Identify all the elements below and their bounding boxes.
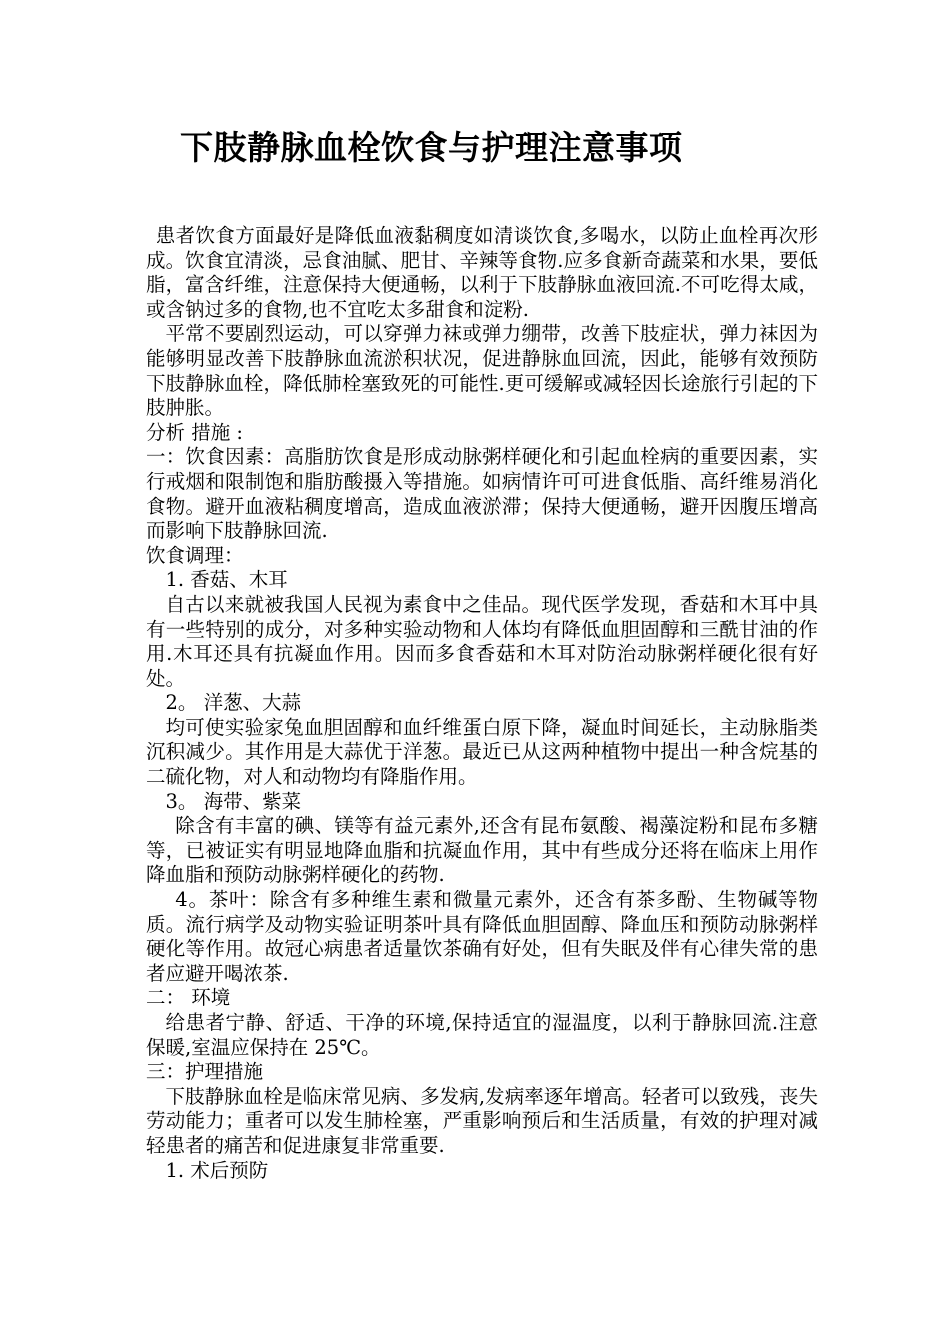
heading-nursing: 三：护理措施 — [146, 1060, 264, 1084]
heading-analysis: 分析 措施 : — [146, 420, 243, 444]
document-body — [146, 224, 818, 1183]
item-heading-onion: 2。 洋葱、大蒜 — [165, 691, 302, 715]
paragraph-diet-factors: 一：饮食因素：高脂肪饮食是形成动脉粥样硬化和引起血栓病的重要因素，实行戒烟和限制饱和脂肪酸摄入等措施。如病情许可可进食低脂、高纤维易消化食物。避开血液粘稠度增高，造成血液淤滞；保持大便通畅，避开因腹压增高而影响下肢静脉回流. — [146, 445, 818, 543]
paragraph-nursing: 下肢静脉血栓是临床常见病、多发病,发病率逐年增高。轻者可以致残，丧失劳动能力；重者可以发生肺栓塞，严重影响预后和生活质量，有效的护理对减轻患者的痛苦和促进康复非常重要. — [146, 1084, 818, 1157]
heading-diet-conditioning: 饮食调理： — [146, 543, 244, 567]
item-heading-mushroom: 1. 香菇、木耳 — [165, 568, 288, 592]
paragraph-seaweed: 除含有丰富的碘、镁等有益元素外,还含有昆布氨酸、褐藻淀粉和昆布多糖等，已被证实有明显地降血脂和抗凝血作用，其中有些成分还将在临床上用作降血脂和预防动脉粥样硬化的药物. — [146, 814, 818, 887]
paragraph-tea: 4。茶叶：除含有多种维生素和微量元素外，还含有茶多酚、生物碱等物质。流行病学及动物实验证明茶叶具有降低血胆固醇、降血压和预防动脉粥样硬化等作用。故冠心病患者适量饮茶确有好处，但有失眠及伴有心律失常的患者应避开喝浓茶. — [146, 888, 818, 985]
heading-environment: 二： 环境 — [146, 986, 231, 1010]
paragraph-environment: 给患者宁静、舒适、干净的环境,保持适宜的湿温度，以利于静脉回流.注意保暖,室温应保持在 25℃。 — [146, 1011, 818, 1059]
item-heading-seaweed: 3。 海带、紫菜 — [165, 789, 302, 813]
paragraph-onion: 均可使实验家兔血胆固醇和血纤维蛋白原下降，凝血时间延长，主动脉脂类沉积减少。其作用是大蒜优于洋葱。最近已从这两种植物中提出一种含烷基的二硫化物，对人和动物均有降脂作用。 — [146, 715, 818, 789]
paragraph-mushroom: 自古以来就被我国人民视为素食中之佳品。现代医学发现，香菇和木耳中具有一些特别的成分，对多种实验动物和人体均有降低血胆固醇和三酰甘油的作用.木耳还具有抗凝血作用。因而多食香菇和木耳对防治动脉粥样硬化很有好处。 — [146, 592, 818, 690]
document-title: 下肢静脉血栓饮食与护理注意事项 — [180, 128, 683, 167]
paragraph-diet-intro: 患者饮食方面最好是降低血液黏稠度如清谈饮食,多喝水，以防止血栓再次形成。饮食宜清淡，忌食油腻、肥甘、辛辣等食物.应多食新奇蔬菜和水果，要低脂，富含纤维，注意保持大便通畅，以利于下肢静脉血液回流.不可吃得太咸，或含钠过多的食物,也不宜吃太多甜食和淀粉. — [146, 224, 818, 321]
paragraph-exercise: 平常不要剧烈运动，可以穿弹力袜或弹力绷带，改善下肢症状，弹力袜因为能够明显改善下肢静脉血流淤积状况，促进静脉血回流，因此，能够有效预防下肢静脉血栓，降低肺栓塞致死的可能性.更可缓解或减轻因长途旅行引起的下肢肿胀。 — [146, 322, 818, 420]
item-heading-postop: 1. 术后预防 — [165, 1158, 269, 1182]
